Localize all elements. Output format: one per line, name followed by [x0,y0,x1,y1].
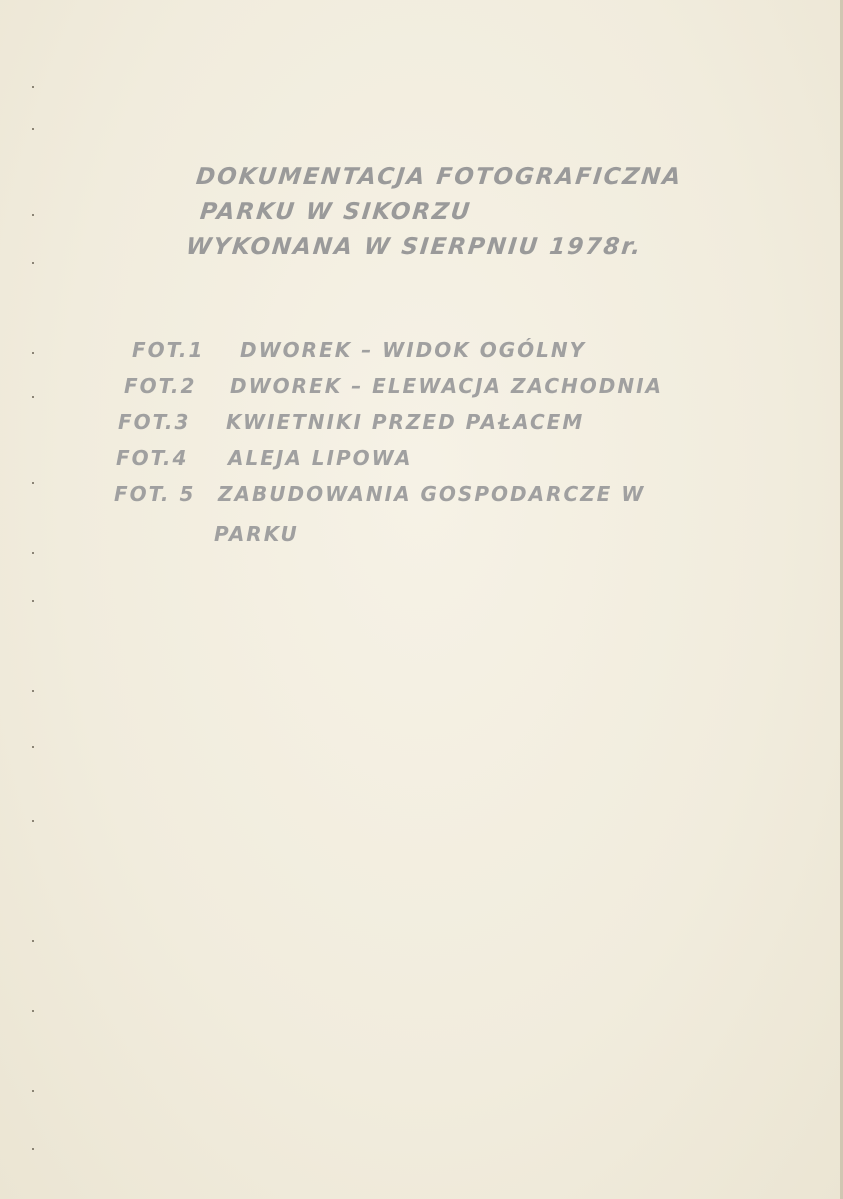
heading-line-1: DOKUMENTACJA FOTOGRAFICZNA [194,164,684,190]
photo-entry [116,476,756,512]
document-heading [184,160,716,265]
binding-hole-mark [32,1010,34,1012]
binding-hole-mark [32,940,34,942]
binding-hole-mark [32,352,34,354]
photo-description: ZABUDOWANIA GOSPODARCZE W [218,482,646,506]
photo-description: ALEJA LIPOWA [228,446,413,470]
binding-hole-mark [32,482,34,484]
photo-number: FOT.3 [118,410,191,434]
photo-entry [116,368,756,404]
binding-hole-mark [32,690,34,692]
heading-line-2: PARKU W SIKORZU [198,199,473,225]
photo-entry [116,332,756,368]
photo-list [116,332,756,552]
photo-number: FOT.4 [116,446,189,470]
photo-number: FOT.2 [124,374,197,398]
binding-hole-mark [32,746,34,748]
photo-description: DWOREK – WIDOK OGÓLNY [240,338,587,362]
binding-hole-mark [32,396,34,398]
photo-description-continuation: PARKU [214,522,299,546]
photo-entry-continuation [116,512,756,552]
binding-hole-mark [32,1090,34,1092]
photo-description: DWOREK – ELEWACJA ZACHODNIA [230,374,664,398]
photo-number: FOT.1 [132,338,205,362]
binding-hole-mark [32,262,34,264]
binding-hole-mark [32,86,34,88]
binding-hole-mark [32,1148,34,1150]
heading-line-3: WYKONANA W SIERPNIU 1978r. [184,234,644,260]
binding-hole-mark [32,552,34,554]
photo-description: KWIETNIKI PRZED PAŁACEM [226,410,585,434]
binding-hole-mark [32,820,34,822]
binding-hole-mark [32,600,34,602]
photo-entry [116,404,756,440]
binding-hole-mark [32,214,34,216]
photo-number: FOT. 5 [114,482,196,506]
binding-hole-mark [32,128,34,130]
photo-entry [116,440,756,476]
